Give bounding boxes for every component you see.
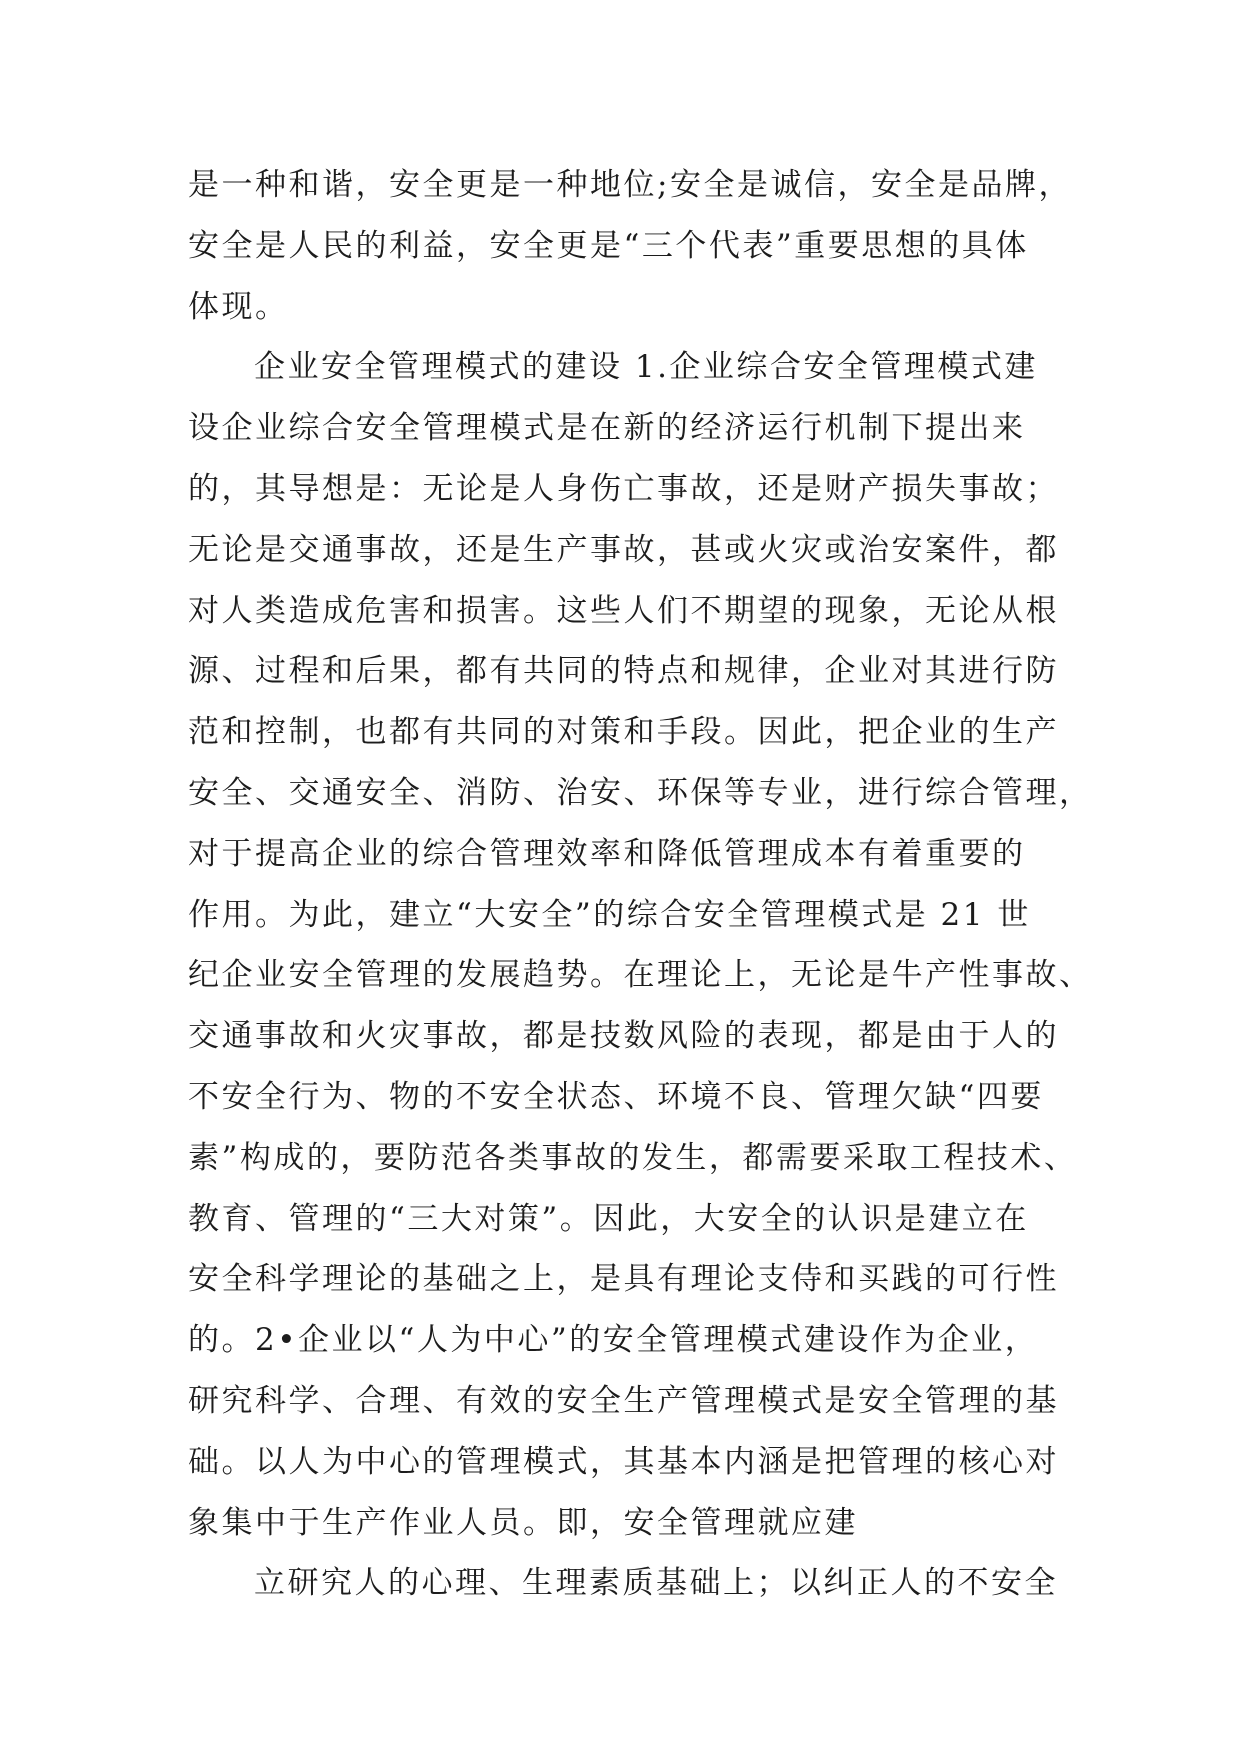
text-line: 是一种和谐，安全更是一种地位;安全是诚信，安全是品牌， [188, 167, 1072, 203]
text-line: 教育、管理的“三大对策”。因此，大安全的认识是建立在 [188, 1200, 1029, 1237]
text-line: 安全是人民的利益，安全更是“三个代表”重要思想的具体 [188, 227, 1029, 264]
text-line: 安全、交通安全、消防、治安、环保等专业，进行综合管理， [188, 774, 1093, 811]
text-line: 象集中于生产作业人员。即，安全管理就应建 [188, 1504, 858, 1541]
text-line: 对人类造成危害和损害。这些人们不期望的现象，无论从根 [188, 592, 1059, 629]
text-line: 无论是交通事故，还是生产事故，甚或火灾或治安案件，都 [188, 531, 1059, 568]
text-line: 立研究人的心理、生理素质基础上；以纠正人的不安全 [254, 1565, 1058, 1602]
text-line: 作用。为此，建立“大安全”的综合安全管理模式是 21 世 [188, 896, 1031, 933]
text-line: 对于提高企业的综合管理效率和降低管理成本有着重要的 [188, 835, 1026, 872]
text-line: 的，其导想是：无论是人身伤亡事故，还是财产损失事故； [188, 470, 1059, 507]
body-text [188, 155, 1093, 1614]
text-line: 研究科学、合理、有效的安全生产管理模式是安全管理的基 [188, 1382, 1059, 1419]
text-line: 范和控制，也都有共同的对策和手段。因此，把企业的生产 [188, 714, 1059, 751]
text-line: 交通事故和火灾事故，都是技数风险的表现，都是由于人的 [188, 1018, 1059, 1055]
text-line: 的。2•企业以“人为中心”的安全管理模式建设作为企业， [188, 1322, 1039, 1359]
text-line: 设企业综合安全管理模式是在新的经济运行机制下提出来 [188, 410, 1026, 447]
text-line: 安全科学理论的基础之上，是具有理论支侍和买践的可行性 [188, 1261, 1059, 1298]
text-line: 体现。 [188, 288, 289, 325]
text-line: 不安全行为、物的不安全状态、环境不良、管理欠缺“四要 [188, 1078, 1044, 1115]
text-line: 素”构成的，要防范各类事故的发生，都需要采取工程技术、 [188, 1139, 1078, 1176]
text-line: 源、过程和后果，都有共同的特点和规律，企业对其进行防 [188, 653, 1059, 690]
text-line: 企业安全管理模式的建设 1.企业综合安全管理模式建 [254, 349, 1038, 386]
text-line: 础。以人为中心的管理模式，其基本内涵是把管理的核心对 [188, 1443, 1059, 1480]
text-line: 纪企业安全管理的发展趋势。在理论上，无论是牛产性事故、 [188, 957, 1093, 994]
